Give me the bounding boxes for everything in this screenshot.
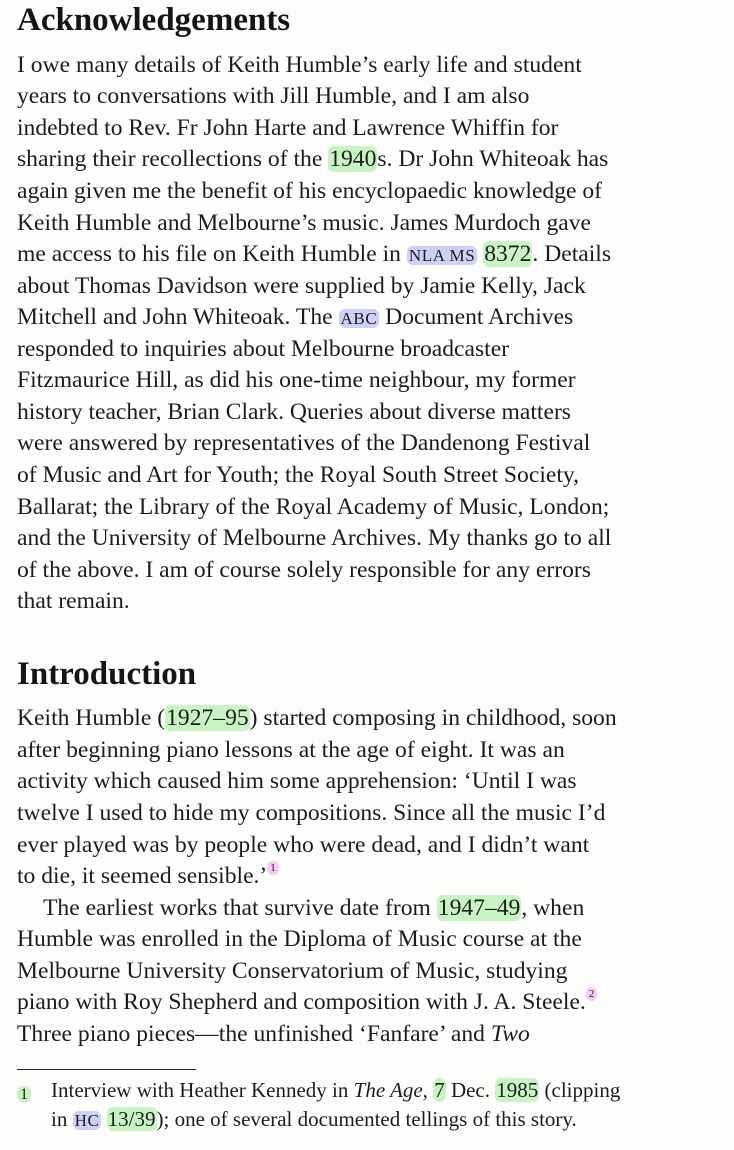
intro-line: ever played was by people who were dead, and I didn’t want — [17, 832, 590, 858]
intro-line: The earliest works that survive date from 1947–49, when — [43, 895, 585, 921]
intro-line: activity which caused him some apprehension: ‘Until I was — [17, 768, 577, 794]
ack-line: again given me the benefit of his encyclopaedic knowledge of — [17, 178, 603, 204]
intro-line: to die, it seemed sensible.’ 1 — [17, 865, 279, 889]
intro-line: Melbourne University Conservatorium of Music, studying — [17, 958, 568, 984]
intro-line: twelve I used to hide my compositions. Since all the music I’d — [17, 800, 606, 826]
ack-line: and the University of Melbourne Archives. My thanks go to all — [17, 525, 612, 551]
ack-line: responded to inquiries about Melbourne broadcaster — [17, 336, 510, 362]
ack-line: Fitzmaurice Hill, as did his one-time neighbour, my former — [17, 367, 576, 393]
ack-line: Mitchell and John Whiteoak. The ABC Document Archives — [17, 304, 574, 330]
footnote-line: Interview with Heather Kennedy in The Age, 7 Dec. 1985 (clipping — [51, 1078, 621, 1102]
ack-line: of Music and Art for Youth; the Royal South Street Society, — [17, 462, 580, 488]
footnote-divider — [17, 1069, 196, 1070]
ack-line: sharing their recollections of the 1940s. Dr John Whiteoak has — [17, 146, 609, 172]
intro-line: after beginning piano lessons at the age of eight. It was an — [17, 737, 565, 763]
footnote-line: in HC 13/39); one of several documented tellings of this story. — [51, 1107, 577, 1131]
ack-line: history teacher, Brian Clark. Queries about diverse matters — [17, 399, 571, 425]
abc-abbrev-highlight: ABC — [340, 309, 378, 328]
ack-line: Ballarat; the Library of the Royal Academy of Music, London; — [17, 494, 610, 520]
ack-line: I owe many details of Keith Humble’s early life and student — [17, 52, 582, 78]
number-highlight: 8372 — [484, 241, 532, 267]
ack-line: indebted to Rev. Fr John Harte and Lawrence Whiffin for — [17, 115, 559, 141]
footnote-number: 1 — [17, 1086, 31, 1103]
ack-line: years to conversations with Jill Humble, and I am also — [17, 83, 530, 109]
intro-line: Three piano pieces—the unfinished ‘Fanfare’ and Two — [17, 1021, 530, 1047]
footnote-ref-2[interactable]: 2 — [586, 987, 598, 1001]
year-highlight: 1940 — [329, 146, 377, 172]
intro-line: Humble was enrolled in the Diploma of Music course at the — [17, 926, 582, 952]
ack-line: about Thomas Davidson were supplied by Jamie Kelly, Jack — [17, 273, 586, 299]
ack-line: were answered by representatives of the Dandenong Festival — [17, 430, 591, 456]
date-range-highlight: 1927–95 — [166, 705, 249, 731]
ack-line: Keith Humble and Melbourne’s music. James Murdoch gave — [17, 210, 591, 236]
date-range-highlight: 1947–49 — [437, 895, 521, 921]
acknowledgements-heading: Acknowledgements — [17, 2, 291, 38]
intro-line: Keith Humble (1927–95) started composing in childhood, soon — [17, 705, 617, 731]
ack-line: that remain. — [17, 588, 130, 614]
footnote-ref-1[interactable]: 1 — [267, 861, 279, 875]
ack-line: me access to his file on Keith Humble in NLA MS 8372. Details — [17, 241, 612, 267]
ack-line: of the above. I am of course solely responsible for any errors — [17, 557, 591, 583]
hc-abbrev-highlight: HC — [74, 1111, 100, 1130]
archive-abbrev-highlight: NLA MS — [408, 246, 476, 265]
introduction-heading: Introduction — [17, 656, 197, 692]
intro-line: piano with Roy Shepherd and composition with J. A. Steele. 2 — [17, 991, 597, 1015]
